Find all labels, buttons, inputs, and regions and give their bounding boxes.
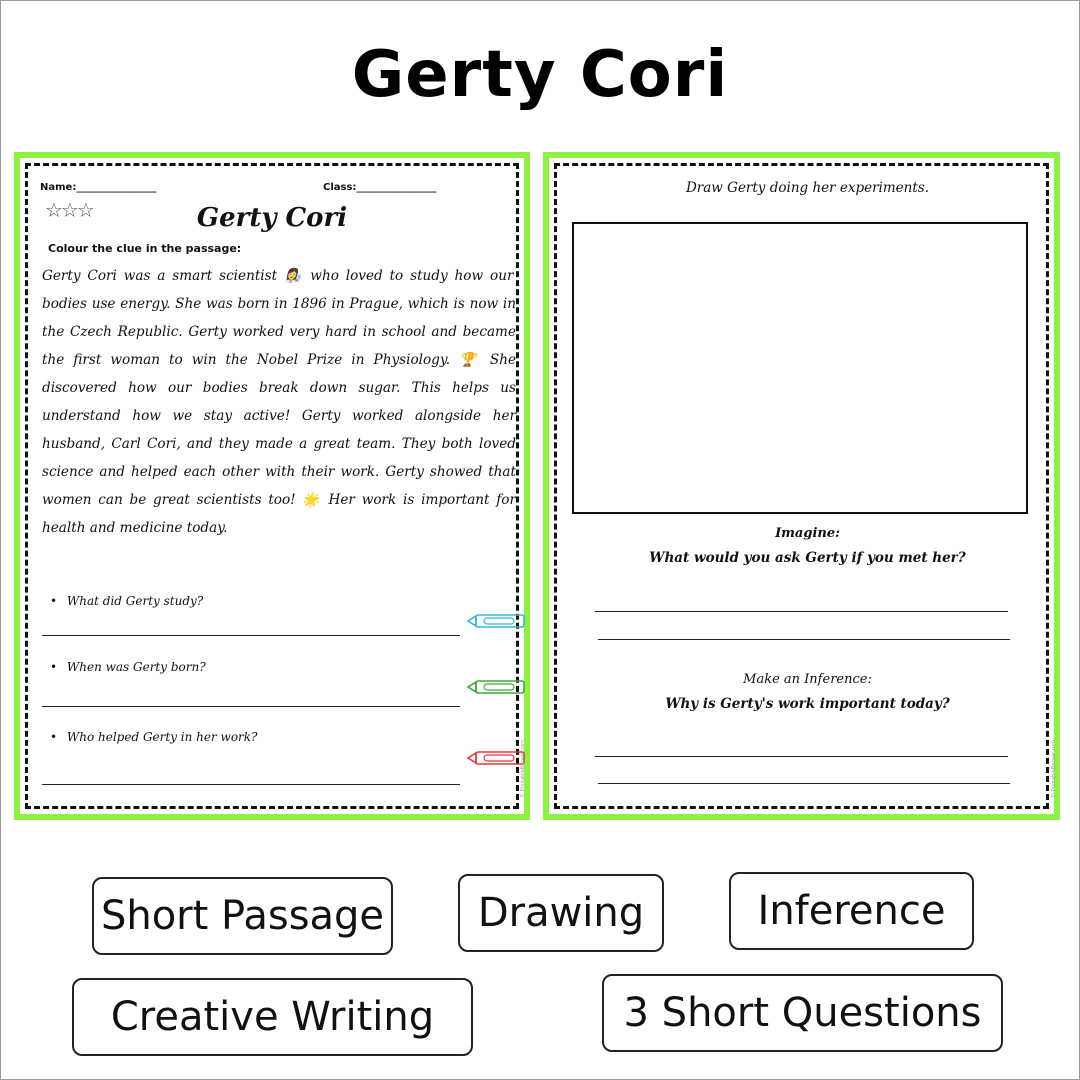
- question-1: [50, 594, 203, 608]
- question-3: [50, 730, 258, 744]
- tag-3-short-questions: 3 Short Questions: [602, 974, 1003, 1052]
- name-field-label: Name:________________: [40, 182, 157, 193]
- imagine-label: Imagine:: [775, 526, 840, 541]
- bullet: •: [50, 660, 58, 674]
- tag-short-passage: Short Passage: [92, 877, 393, 955]
- imagine-question: What would you ask Gerty if you met her?: [649, 550, 966, 566]
- answer-line[interactable]: [42, 784, 460, 785]
- tag-drawing: Drawing: [458, 874, 664, 952]
- crayon-icon: [466, 750, 528, 766]
- watermark: © PrintableBazaar.com: [1051, 740, 1057, 798]
- worksheet-title: Gerty Cori: [196, 203, 348, 233]
- answer-line[interactable]: [595, 611, 1008, 612]
- watermark: © PrintableBazaar.com: [520, 740, 526, 798]
- question-text: Who helped Gerty in her work?: [66, 730, 258, 744]
- rating-stars-icon: ☆☆☆: [45, 198, 93, 222]
- answer-line[interactable]: [598, 783, 1010, 784]
- inference-question: Why is Gerty's work important today?: [665, 696, 950, 712]
- class-field-label: Class:________________: [323, 182, 437, 193]
- question-text: What did Gerty study?: [66, 594, 204, 608]
- reading-passage: Gerty Cori was a smart scientist 👩‍🔬 who loved to study how our bodies use energy. She was born in 1896 in Prague, which is now in the Czech Republic. Gerty worked very hard in school and became the first woman to win the Nobel Prize in Physiology. 🏆 She discovered how our bodies break down sugar. This helps us understand how we stay active! Gerty worked alongside her husband, Carl Cori, and they made a great team. They both loved science and helped each other with their work. Gerty showed that women can be great scientists too! 🌟 Her work is important for health and medicine today.: [42, 268, 516, 536]
- question-2: [50, 660, 206, 674]
- answer-line[interactable]: [42, 706, 460, 707]
- drawing-box[interactable]: [572, 222, 1028, 514]
- answer-line[interactable]: [42, 635, 460, 636]
- instruction-text: Colour the clue in the passage:: [48, 242, 242, 255]
- bullet: •: [50, 594, 58, 608]
- question-text: When was Gerty born?: [66, 660, 206, 674]
- crayon-icon: [466, 679, 528, 695]
- bullet: •: [50, 730, 58, 744]
- draw-prompt: Draw Gerty doing her experiments.: [685, 180, 930, 196]
- passage-worksheet: [14, 152, 530, 820]
- tag-inference: Inference: [729, 872, 974, 950]
- inference-label: Make an Inference:: [743, 672, 872, 687]
- crayon-icon: [466, 613, 528, 629]
- tag-creative-writing: Creative Writing: [72, 978, 473, 1056]
- answer-line[interactable]: [598, 639, 1010, 640]
- answer-line[interactable]: [595, 756, 1008, 757]
- main-title: Gerty Cori: [351, 38, 729, 112]
